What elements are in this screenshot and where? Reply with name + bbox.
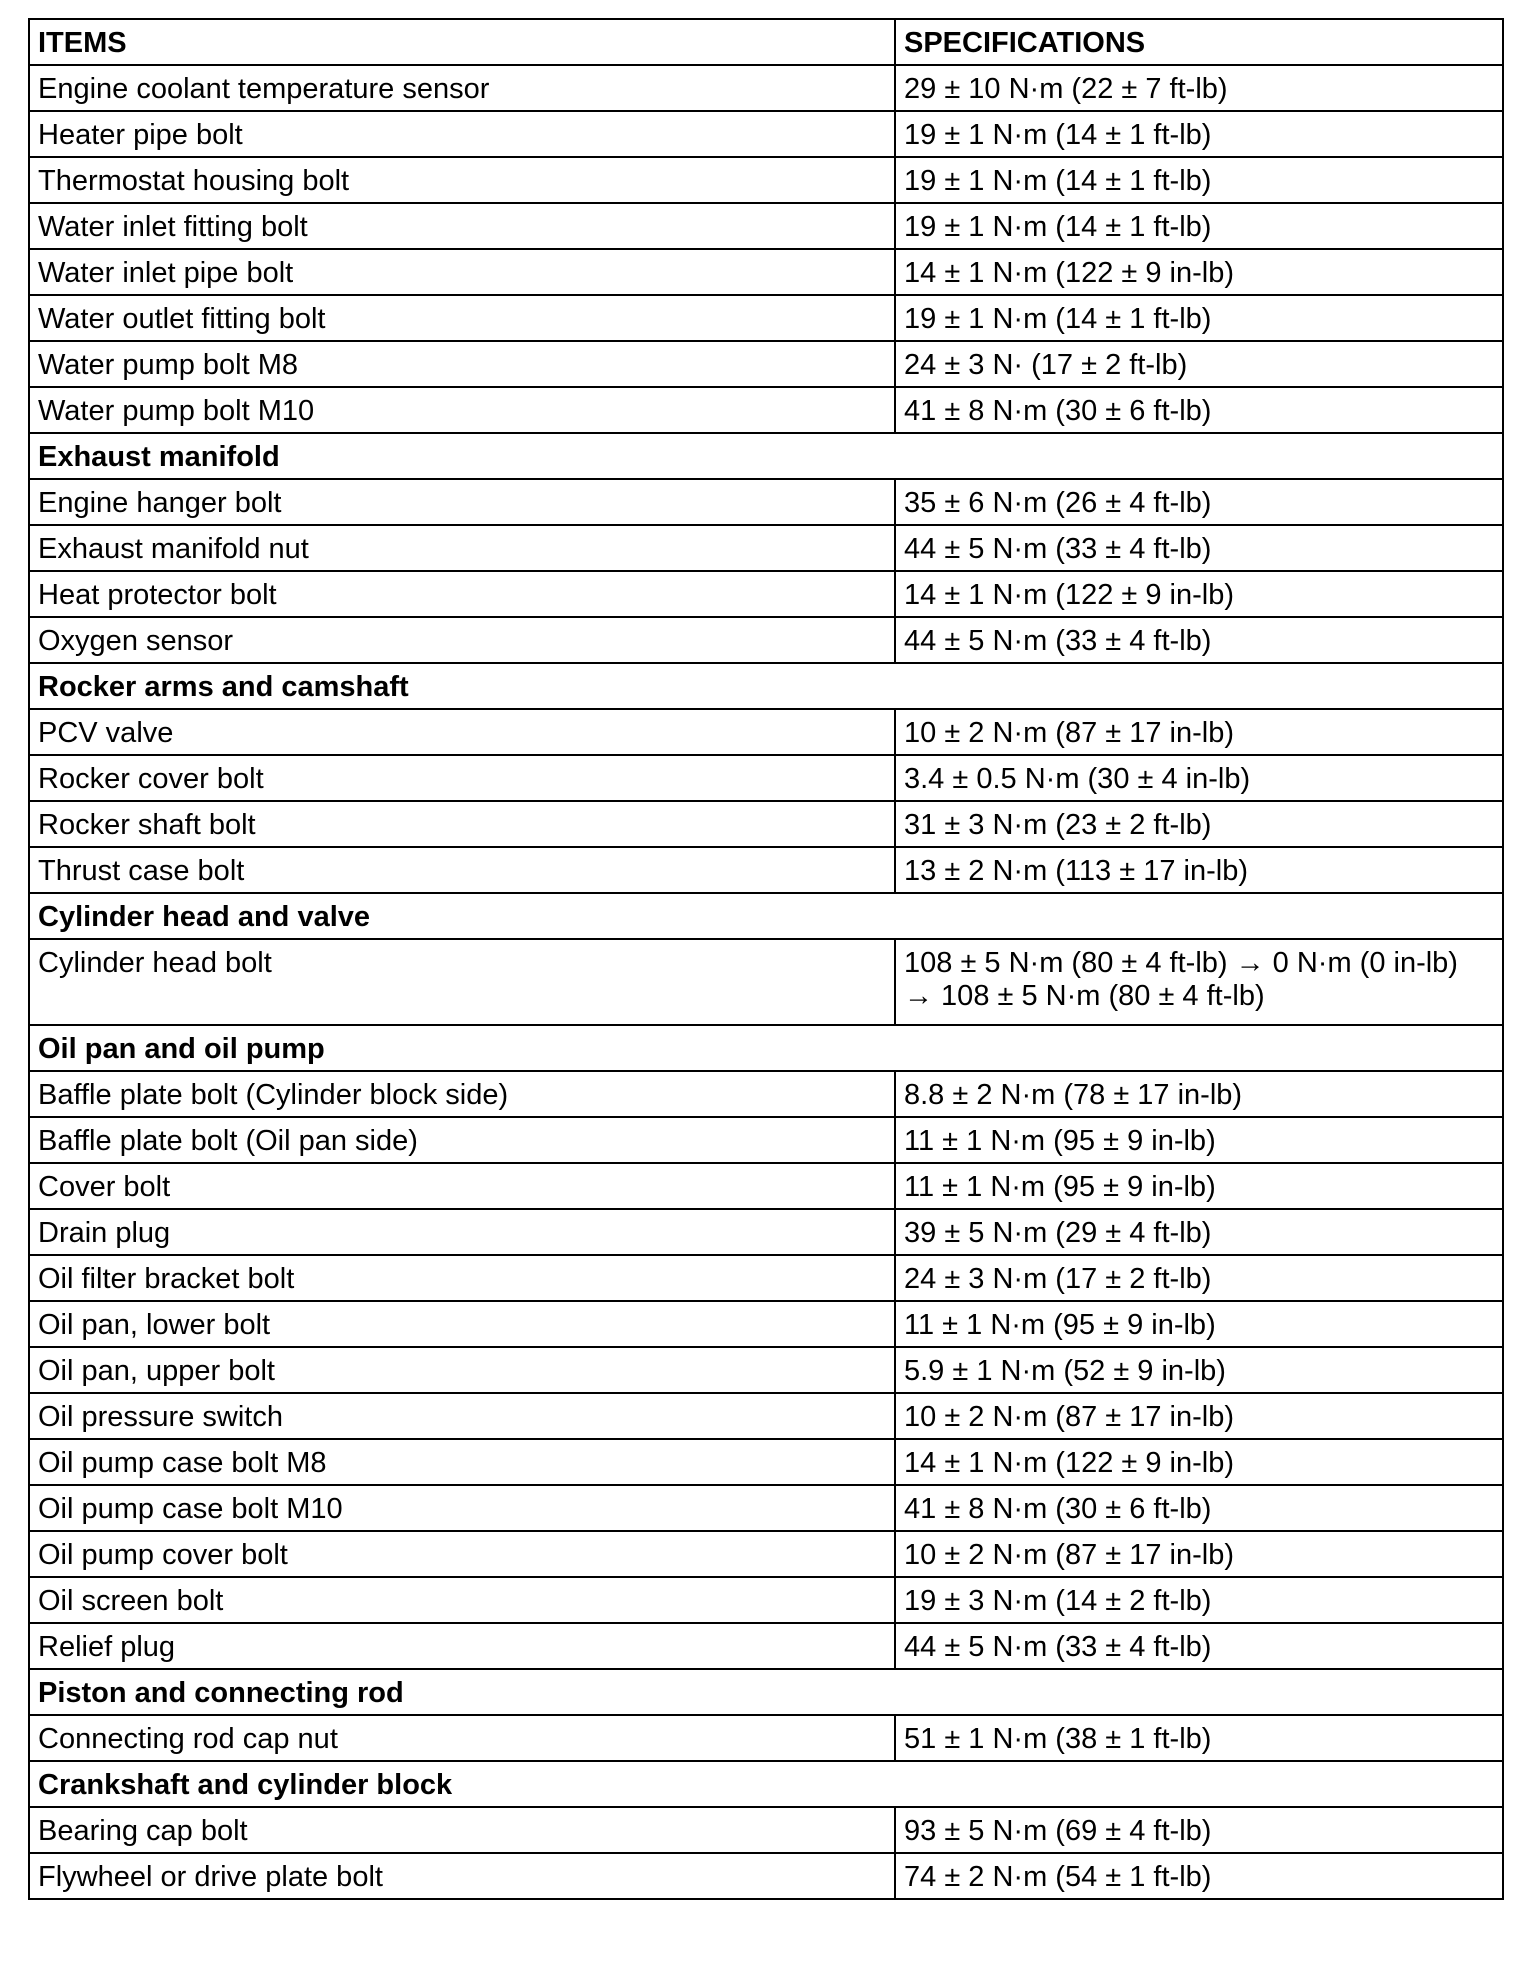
item-cell: Baffle plate bolt (Oil pan side) (29, 1117, 895, 1163)
spec-cell: 11 ± 1 N·m (95 ± 9 in-lb) (895, 1117, 1503, 1163)
table-row (29, 65, 1503, 111)
table-row (29, 1623, 1503, 1669)
spec-cell: 11 ± 1 N·m (95 ± 9 in-lb) (895, 1301, 1503, 1347)
item-cell: Cylinder head bolt (29, 939, 895, 1025)
item-cell: Oil pressure switch (29, 1393, 895, 1439)
spec-cell: 44 ± 5 N·m (33 ± 4 ft-lb) (895, 1623, 1503, 1669)
spec-cell: 5.9 ± 1 N·m (52 ± 9 in-lb) (895, 1347, 1503, 1393)
spec-cell: 11 ± 1 N·m (95 ± 9 in-lb) (895, 1163, 1503, 1209)
item-cell: Relief plug (29, 1623, 895, 1669)
table-row (29, 295, 1503, 341)
table-row (29, 1485, 1503, 1531)
section-title: Piston and connecting rod (29, 1669, 1503, 1715)
section-title: Cylinder head and valve (29, 893, 1503, 939)
table-row (29, 847, 1503, 893)
table-row (29, 1853, 1503, 1899)
spec-cell: 14 ± 1 N·m (122 ± 9 in-lb) (895, 1439, 1503, 1485)
section-row (29, 1669, 1503, 1715)
item-cell: PCV valve (29, 709, 895, 755)
table-row (29, 1715, 1503, 1761)
spec-cell: 31 ± 3 N·m (23 ± 2 ft-lb) (895, 801, 1503, 847)
item-cell: Exhaust manifold nut (29, 525, 895, 571)
item-cell: Oil pan, upper bolt (29, 1347, 895, 1393)
table-row (29, 709, 1503, 755)
table-row (29, 1209, 1503, 1255)
item-cell: Water pump bolt M8 (29, 341, 895, 387)
table-row (29, 1577, 1503, 1623)
item-cell: Oil pump case bolt M10 (29, 1485, 895, 1531)
spec-cell: 8.8 ± 2 N·m (78 ± 17 in-lb) (895, 1071, 1503, 1117)
spec-cell: 19 ± 1 N·m (14 ± 1 ft-lb) (895, 203, 1503, 249)
table-row (29, 1807, 1503, 1853)
item-cell: Baffle plate bolt (Cylinder block side) (29, 1071, 895, 1117)
spec-cell: 19 ± 1 N·m (14 ± 1 ft-lb) (895, 111, 1503, 157)
item-cell: Connecting rod cap nut (29, 1715, 895, 1761)
table-header-row (29, 19, 1503, 65)
item-cell: Oil pump cover bolt (29, 1531, 895, 1577)
table-row (29, 1301, 1503, 1347)
item-cell: Water inlet pipe bolt (29, 249, 895, 295)
item-cell: Rocker shaft bolt (29, 801, 895, 847)
item-cell: Water outlet fitting bolt (29, 295, 895, 341)
table-row (29, 525, 1503, 571)
section-title: Oil pan and oil pump (29, 1025, 1503, 1071)
spec-cell: 108 ± 5 N·m (80 ± 4 ft-lb) → 0 N·m (0 in-lb) → 108 ± 5 N·m (80 ± 4 ft-lb) (895, 939, 1503, 1025)
table-row (29, 387, 1503, 433)
item-cell: Heat protector bolt (29, 571, 895, 617)
spec-cell: 13 ± 2 N·m (113 ± 17 in-lb) (895, 847, 1503, 893)
spec-cell: 44 ± 5 N·m (33 ± 4 ft-lb) (895, 525, 1503, 571)
spec-cell: 19 ± 1 N·m (14 ± 1 ft-lb) (895, 295, 1503, 341)
section-row (29, 663, 1503, 709)
spec-cell: 35 ± 6 N·m (26 ± 4 ft-lb) (895, 479, 1503, 525)
spec-cell: 24 ± 3 N·m (17 ± 2 ft-lb) (895, 1255, 1503, 1301)
table-body (29, 65, 1503, 1899)
spec-cell: 93 ± 5 N·m (69 ± 4 ft-lb) (895, 1807, 1503, 1853)
spec-cell: 29 ± 10 N·m (22 ± 7 ft-lb) (895, 65, 1503, 111)
item-cell: Oxygen sensor (29, 617, 895, 663)
item-cell: Oil filter bracket bolt (29, 1255, 895, 1301)
table-row (29, 157, 1503, 203)
table-row (29, 1531, 1503, 1577)
table-row (29, 1255, 1503, 1301)
spec-cell: 19 ± 1 N·m (14 ± 1 ft-lb) (895, 157, 1503, 203)
table-row (29, 755, 1503, 801)
section-title: Crankshaft and cylinder block (29, 1761, 1503, 1807)
spec-cell: 19 ± 3 N·m (14 ± 2 ft-lb) (895, 1577, 1503, 1623)
item-cell: Oil pump case bolt M8 (29, 1439, 895, 1485)
table-row (29, 1117, 1503, 1163)
spec-cell: 41 ± 8 N·m (30 ± 6 ft-lb) (895, 1485, 1503, 1531)
spec-cell: 74 ± 2 N·m (54 ± 1 ft-lb) (895, 1853, 1503, 1899)
table-row (29, 1071, 1503, 1117)
item-cell: Heater pipe bolt (29, 111, 895, 157)
section-row (29, 1761, 1503, 1807)
spec-cell: 39 ± 5 N·m (29 ± 4 ft-lb) (895, 1209, 1503, 1255)
spec-cell: 51 ± 1 N·m (38 ± 1 ft-lb) (895, 1715, 1503, 1761)
table-row (29, 571, 1503, 617)
item-cell: Engine coolant temperature sensor (29, 65, 895, 111)
section-row (29, 433, 1503, 479)
item-cell: Oil screen bolt (29, 1577, 895, 1623)
spec-cell: 10 ± 2 N·m (87 ± 17 in-lb) (895, 1531, 1503, 1577)
items-column-header: ITEMS (29, 19, 895, 65)
table-row (29, 249, 1503, 295)
table-row (29, 1393, 1503, 1439)
table-row (29, 203, 1503, 249)
item-cell: Bearing cap bolt (29, 1807, 895, 1853)
spec-cell: 14 ± 1 N·m (122 ± 9 in-lb) (895, 571, 1503, 617)
table-row (29, 801, 1503, 847)
spec-cell: 24 ± 3 N· (17 ± 2 ft-lb) (895, 341, 1503, 387)
torque-spec-table (28, 18, 1504, 1900)
item-cell: Drain plug (29, 1209, 895, 1255)
spec-cell: 14 ± 1 N·m (122 ± 9 in-lb) (895, 249, 1503, 295)
specifications-column-header: SPECIFICATIONS (895, 19, 1503, 65)
section-row (29, 893, 1503, 939)
table-row (29, 1163, 1503, 1209)
table-row (29, 1347, 1503, 1393)
table-row (29, 1439, 1503, 1485)
item-cell: Thrust case bolt (29, 847, 895, 893)
spec-cell: 3.4 ± 0.5 N·m (30 ± 4 in-lb) (895, 755, 1503, 801)
table-row (29, 939, 1503, 1025)
spec-cell: 10 ± 2 N·m (87 ± 17 in-lb) (895, 1393, 1503, 1439)
table-row (29, 111, 1503, 157)
table-row (29, 479, 1503, 525)
item-cell: Cover bolt (29, 1163, 895, 1209)
table-row (29, 341, 1503, 387)
item-cell: Engine hanger bolt (29, 479, 895, 525)
section-row (29, 1025, 1503, 1071)
table-row (29, 617, 1503, 663)
section-title: Rocker arms and camshaft (29, 663, 1503, 709)
section-title: Exhaust manifold (29, 433, 1503, 479)
item-cell: Water inlet fitting bolt (29, 203, 895, 249)
item-cell: Rocker cover bolt (29, 755, 895, 801)
item-cell: Thermostat housing bolt (29, 157, 895, 203)
item-cell: Water pump bolt M10 (29, 387, 895, 433)
item-cell: Flywheel or drive plate bolt (29, 1853, 895, 1899)
item-cell: Oil pan, lower bolt (29, 1301, 895, 1347)
spec-cell: 10 ± 2 N·m (87 ± 17 in-lb) (895, 709, 1503, 755)
spec-cell: 41 ± 8 N·m (30 ± 6 ft-lb) (895, 387, 1503, 433)
spec-cell: 44 ± 5 N·m (33 ± 4 ft-lb) (895, 617, 1503, 663)
